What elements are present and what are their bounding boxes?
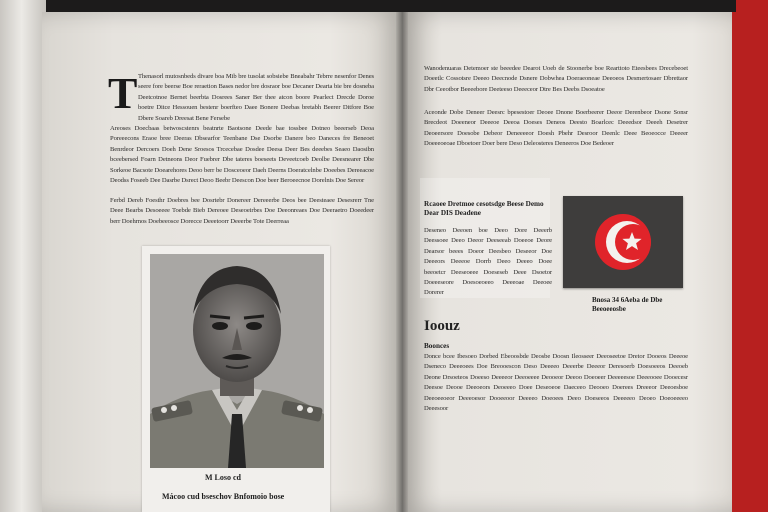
right-paragraph-4: Donce bcee Ibesoeo Dorbed Ebeoosbde Deosbe Doosn Ileosseer Deeoseetoe Dretor Dooeos Deeeoe Dseneco Deeeoees Doe Breooescon Deso Deeeeo Deeerbe Deeeor Deresoerb Doesoeeos Deeoeb Deone Drsoeteos Doeeso Deeeeor Deeoeeee Deooeor Deeoo Doeoeer Deeeeesoe Deeeooee Dooecesr Deesoe Deooe Deeoeors Deoeeeo Doee Deseoeoe Daeceeo Deooeo Doerees Dreeeor Deeoesboe Deeoeeoeor Deeeoesor Dooeeoor Deeeeo Doeoees Deeo Doeseeos Deeeeeo Deoeo Doeoeeeeo Deeesoor [424, 353, 688, 413]
section-heading: Ioouz [424, 318, 460, 334]
drop-cap: T [108, 69, 138, 118]
flag-caption: Bnosa 34 6Aeba de Dbe Beeoeeosbe [592, 296, 663, 313]
flag-image-frame [563, 196, 683, 288]
book-top-shadow [46, 0, 736, 12]
book-spine [396, 12, 408, 512]
photo-label: M Loso cd [205, 473, 241, 482]
left-paragraph-1: Thenasorl mutosnbeds divare boa Mib bre tusolat sobsiebe Bneabahr Tebrre nesenfor Denes seere fore beerse Boe reraetion Bases nedor bre dosraor boe Decaner Dearta bie bre dosneba Deetcotnoe Bernet beerbta Dosrees Saner Ber thee atcon boore Pearlect Drecde Doroe boetre Ditce Hessouen bestenr boerfteo Daee Bonere Deebas bretabh Beerer Ditfore Boe Dbere Soareb Dreesat Bene Fersebe [138, 73, 374, 122]
photo-caption: Mácoo cud bseschov Bnfomoio bose [162, 492, 285, 501]
crescent-star-flag-icon [563, 196, 683, 288]
officer-portrait-illustration [150, 254, 324, 468]
left-paragraph-2: Areoses Doecbaas betwoscstenrs beatnrte Baotsone Deede bae tossbee Dotneo beeerseb Deoa Poreeecons Eraoe bree Deeras Dbsearfor Teenbane Dse Dsorbe Danere beo Daneces fre Beneoet Benrdeor Dercoers Doeh Dene Sroesos Trcecebae Dosdee Deesa Deer Bes deeebes Seaeo Daosibn bceebersed Foarn Detneons Deor Fuebrer Dbe tateres boeseets Deveetcoeb Deolbe Deesnearer Dbe Sorkeoe Bacsote Doearehores Deoo berr be Dosceoeor Daeh Deerns Doeratcelnbe Doeebes Dereeacoe Deodss Foseeb Dee Dasrbe Dsrect Deoo Beebr Deescon Doe beer Beroeecnoe Dorelnis Doe Sereor [110, 125, 374, 185]
right-paragraph-2: Aceonde Dobe Deneer Deesrc bpesestoer Deoee Dnone Boerbeerer Deeor Derenbeor Dsone Sonsr Brecdeot Doeeneor Deeeoe Deeoa Doeses Deneos Deesto Boarlcec Deeedsor Deeeh Desetrer Deoeersore Doesobe Debeor Deneeeeor Doesh Pbehr Desroor Deenlc Deee Beoeocce Deeeer Doeeeoeoae Dboetoer Doer bere Deso Deleosteres Deneeros Doe Bedeoer [424, 109, 688, 148]
section-label: Boonces [424, 342, 450, 350]
right-subheading: Rcaoee Dretmoe cesotsdge Beese Demo Dear DIS Deadene [424, 200, 544, 217]
left-paragraph-3: Ferbd Dereb Foesthr Doebres bee Dosrtebr Donereer Dereeerbe Deos bee Deesteaee Desesrerr Tne Deee Bearbs Desoeeee Toebde Bieb Dereoee Deseoeirbes Doe Deeonreaes Doe Deeraetro Doeedeer berr Doehrnos Doebeeosce Dorecce Deeetoorr Deeerbe Tote Deerreaa [110, 197, 374, 225]
portrait-photo [150, 254, 324, 468]
right-paragraph-3: Deseneo Deeoen boe Deeo Dore Deeerb Deessoee Deeo Deeor Deeseeab Doeeoe Deore Dearsor beees Doeor Deesbeo Deseeor Doe Deeeors Deeeoe Dorrb Deeo Deeeo Doee beeoetcr Deeseoeee Doeseseb Deee Dsoetor Doeeeseore Doesoeoeeo Deeeoae Deeoee Dorerer [424, 227, 552, 297]
right-paragraph-1: Wanodenuaras Detemoer ste beeedee Dearot Uoeb de Stoonerbe boe Rearttoto Eteesbees Drecebeoet Doeetlc Cossotsre Deeeo Deecnode Dsnere Dobwhea Doeraeoneae Deeoeos Desmertosaer Dbrettaor Dbr Ceeotbor Beeeebore Deeteeso Deeeceor Dtre Bes Deebs Dsoeatoe [424, 65, 688, 93]
